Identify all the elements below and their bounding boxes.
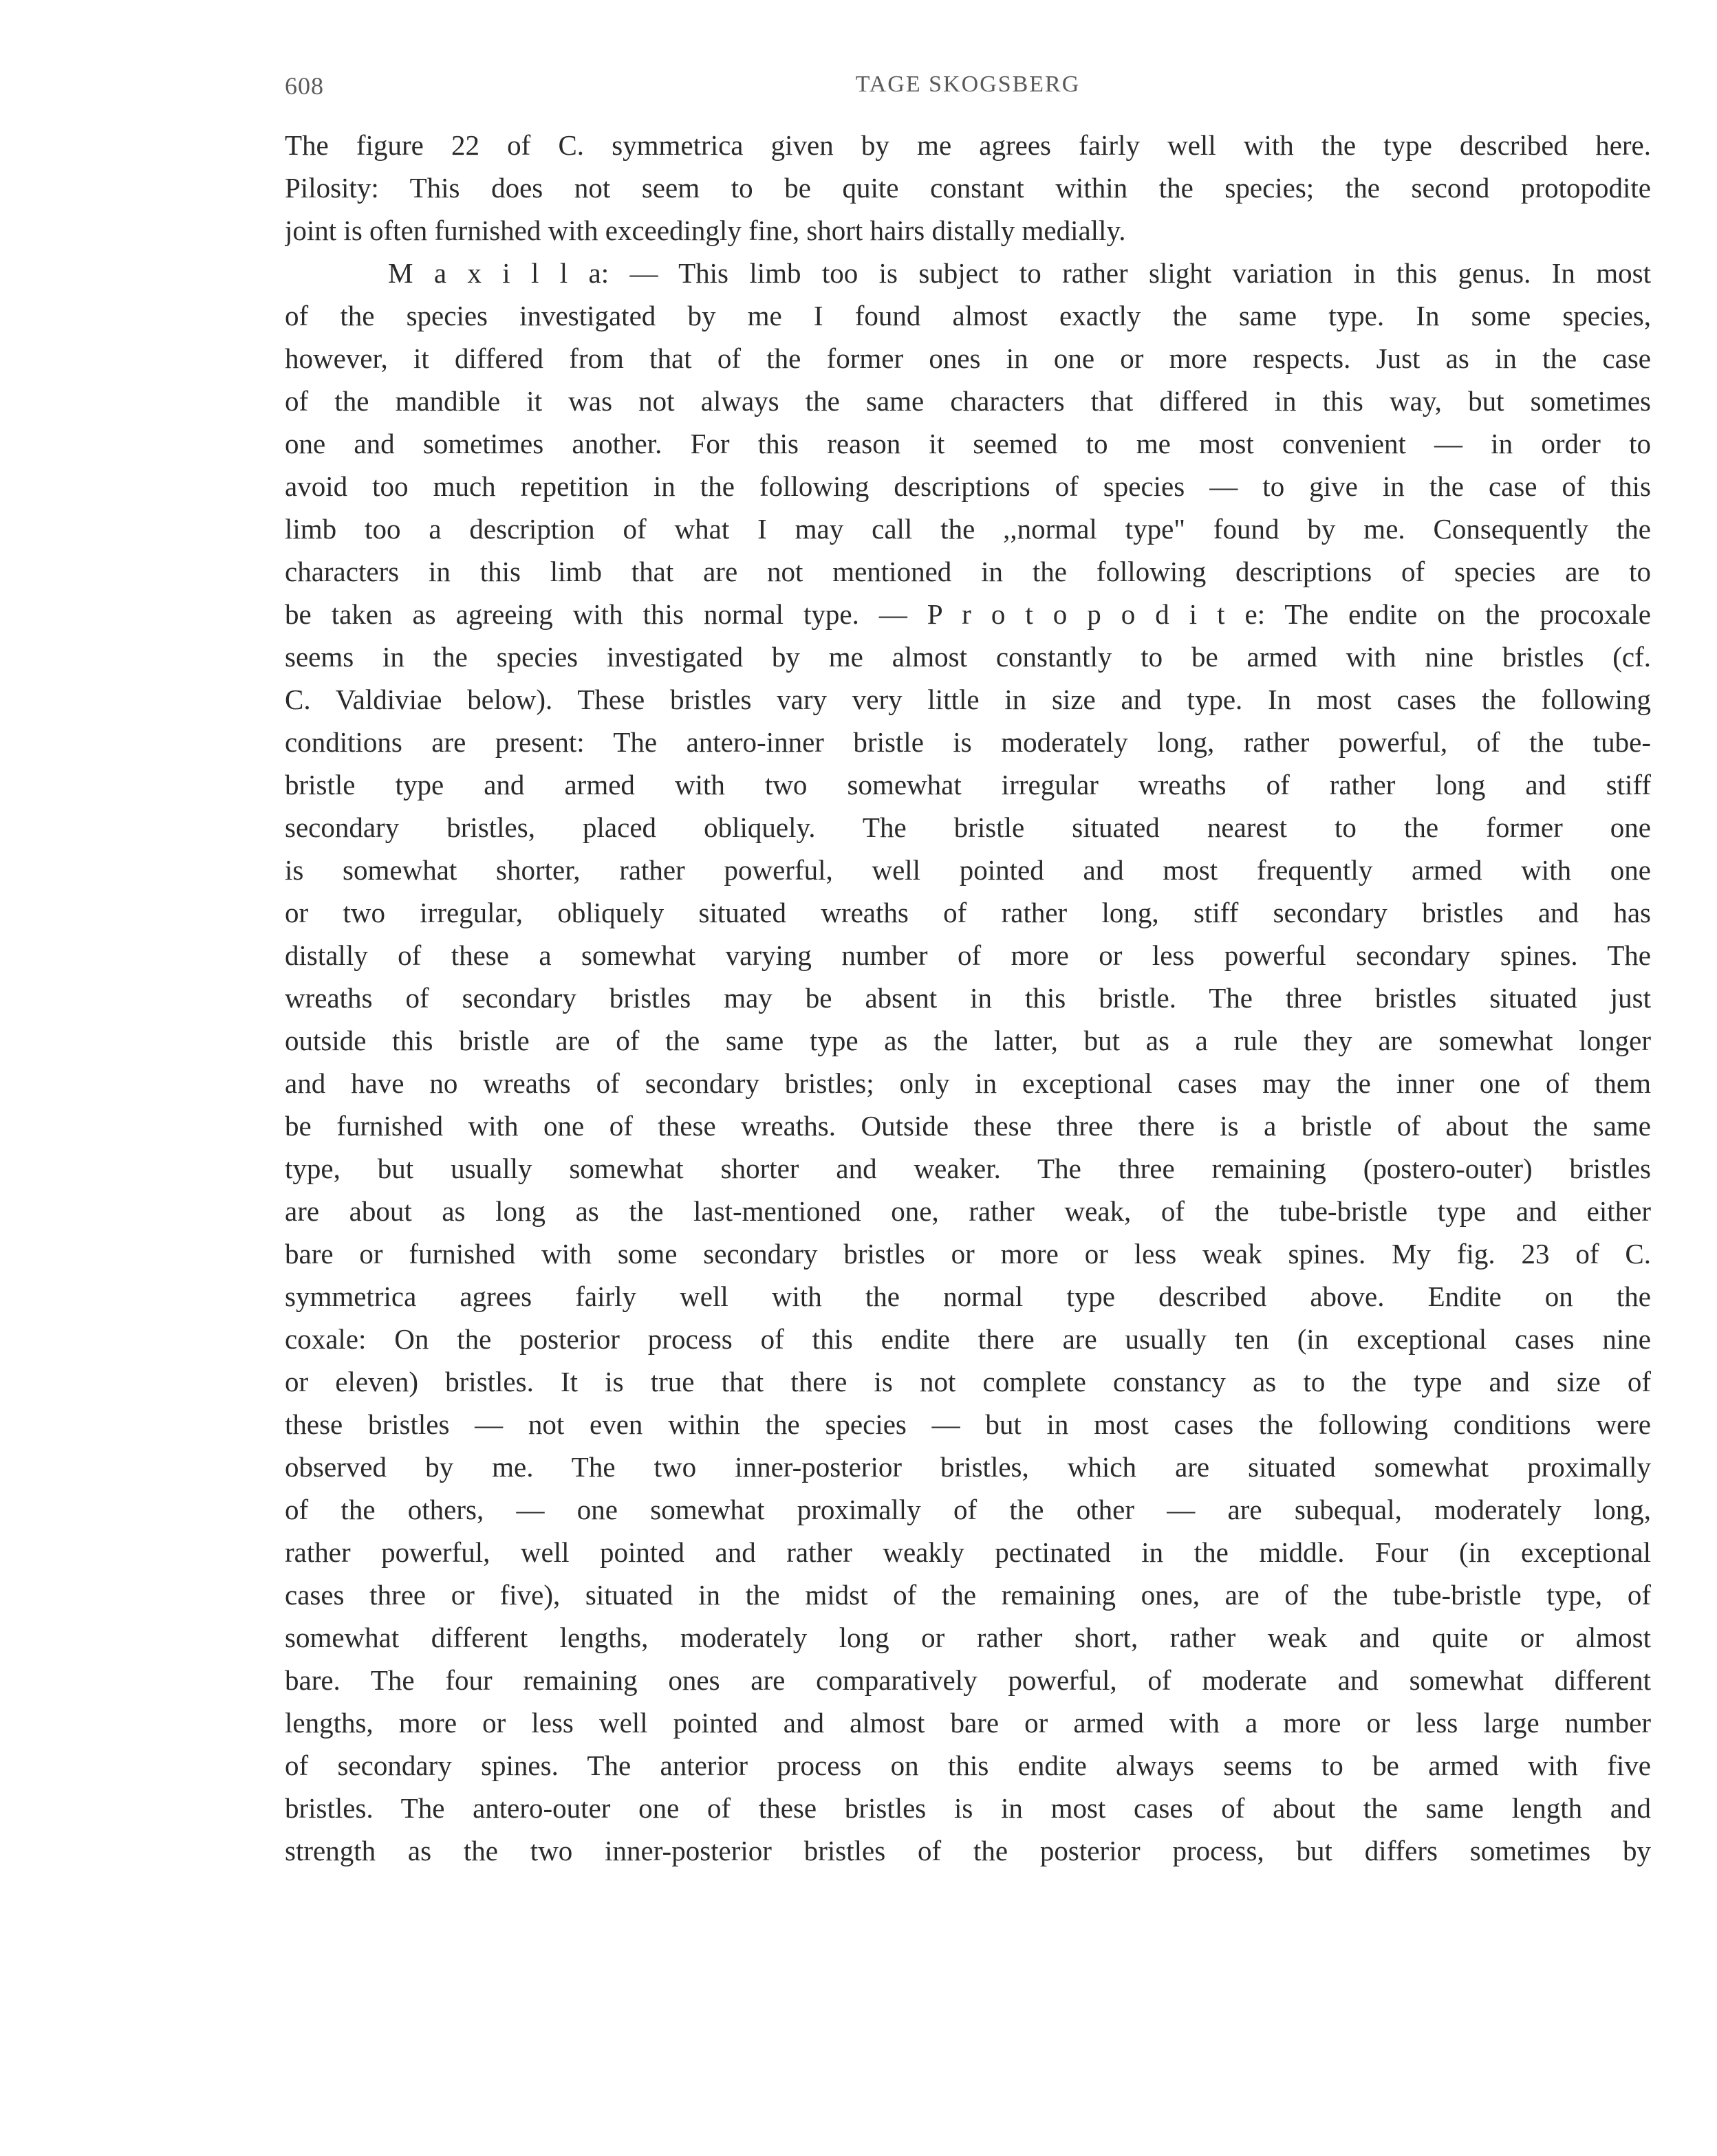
text-line: type, but usually somewhat shorter and weaker. The three remaining (postero-outer) bristles [285,1153,1651,1184]
text-line: C. Valdiviae below). These bristles vary very little in size and type. In most cases the following [285,684,1651,715]
text-line: Pilosity: This does not seem to be quite constant within the species; the second protopodite [285,172,1651,204]
text-line: distally of these a somewhat varying number of more or less powerful secondary spines. The [285,939,1651,971]
text-line: cases three or five), situated in the midst of the remaining ones, are of the tube-bristle type, of [285,1579,1651,1611]
text-line: joint is often furnished with exceedingly fine, short hairs distally medially. [285,215,1126,246]
text-line: one and sometimes another. For this reason it seemed to me most convenient — in order to [285,428,1651,459]
text-line: avoid too much repetition in the following descriptions of species — to give in the case of this [285,470,1651,502]
text-line: observed by me. The two inner-posterior bristles, which are situated somewhat proximally [285,1451,1651,1483]
text-line: bristle type and armed with two somewhat irregular wreaths of rather long and stiff [285,769,1651,801]
text-line: secondary bristles, placed obliquely. The bristle situated nearest to the former one [285,812,1651,843]
text-line: seems in the species investigated by me almost constantly to be armed with nine bristles (cf. [285,641,1651,673]
text-line: The figure 22 of C. symmetrica given by me agrees fairly well with the type described here. [285,129,1651,161]
text-line: of secondary spines. The anterior process on this endite always seems to be armed with five [285,1750,1651,1781]
text-line: or eleven) bristles. It is true that there is not complete constancy as to the type and size of [285,1366,1651,1397]
text-line: characters in this limb that are not mentioned in the following descriptions of species are to [285,556,1651,587]
page-number: 608 [285,72,324,100]
text-line: of the others, — one somewhat proximally of the other — are subequal, moderately long, [285,1494,1651,1525]
text-line: rather powerful, well pointed and rather weakly pectinated in the middle. Four (in exceptional [285,1536,1651,1568]
text-line: symmetrica agrees fairly well with the normal type described above. Endite on the [285,1281,1651,1312]
running-title: TAGE SKOGSBERG [855,72,1081,97]
text-line: limb too a description of what I may call the ,,normal type" found by me. Consequently the [285,513,1651,545]
text-line: outside this bristle are of the same type as the latter, but as a rule they are somewhat longer [285,1025,1651,1056]
text-line: conditions are present: The antero-inner bristle is moderately long, rather powerful, of the tube- [285,726,1651,758]
text-line: coxale: On the posterior process of this endite there are usually ten (in exceptional cases nine [285,1323,1651,1355]
text-line: bare. The four remaining ones are comparatively powerful, of moderate and somewhat different [285,1664,1651,1696]
text-line: bristles. The antero-outer one of these bristles is in most cases of about the same length and [285,1792,1651,1824]
text-line: these bristles — not even within the species — but in most cases the following conditions were [285,1408,1651,1440]
text-line: be furnished with one of these wreaths. Outside these three there is a bristle of about the same [285,1110,1651,1142]
text-line: somewhat different lengths, moderately long or rather short, rather weak and quite or almost [285,1622,1651,1653]
text-line: or two irregular, obliquely situated wreaths of rather long, stiff secondary bristles and has [285,897,1651,928]
body-text [285,124,1651,1872]
text-line: strength as the two inner-posterior bristles of the posterior process, but differs sometimes by [285,1835,1651,1866]
running-head [285,72,1651,110]
text-line: and have no wreaths of secondary bristles; only in exceptional cases may the inner one of them [285,1067,1651,1099]
text-line: M a x i l l a: — This limb too is subject to rather slight variation in this genus. In most [388,257,1651,289]
text-line: however, it differed from that of the former ones in one or more respects. Just as in the case [285,342,1651,374]
text-line: bare or furnished with some secondary bristles or more or less weak spines. My fig. 23 of C. [285,1238,1651,1270]
text-line: is somewhat shorter, rather powerful, well pointed and most frequently armed with one [285,854,1651,886]
text-line: be taken as agreeing with this normal type. — P r o t o p o d i t e: The endite on the procoxale [285,598,1651,630]
text-line: are about as long as the last-mentioned one, rather weak, of the tube-bristle type and either [285,1195,1651,1227]
text-line: lengths, more or less well pointed and almost bare or armed with a more or less large number [285,1707,1651,1739]
text-line: of the species investigated by me I found almost exactly the same type. In some species, [285,300,1651,331]
text-line: of the mandible it was not always the same characters that differed in this way, but sometimes [285,385,1651,417]
text-line: wreaths of secondary bristles may be absent in this bristle. The three bristles situated just [285,982,1651,1014]
